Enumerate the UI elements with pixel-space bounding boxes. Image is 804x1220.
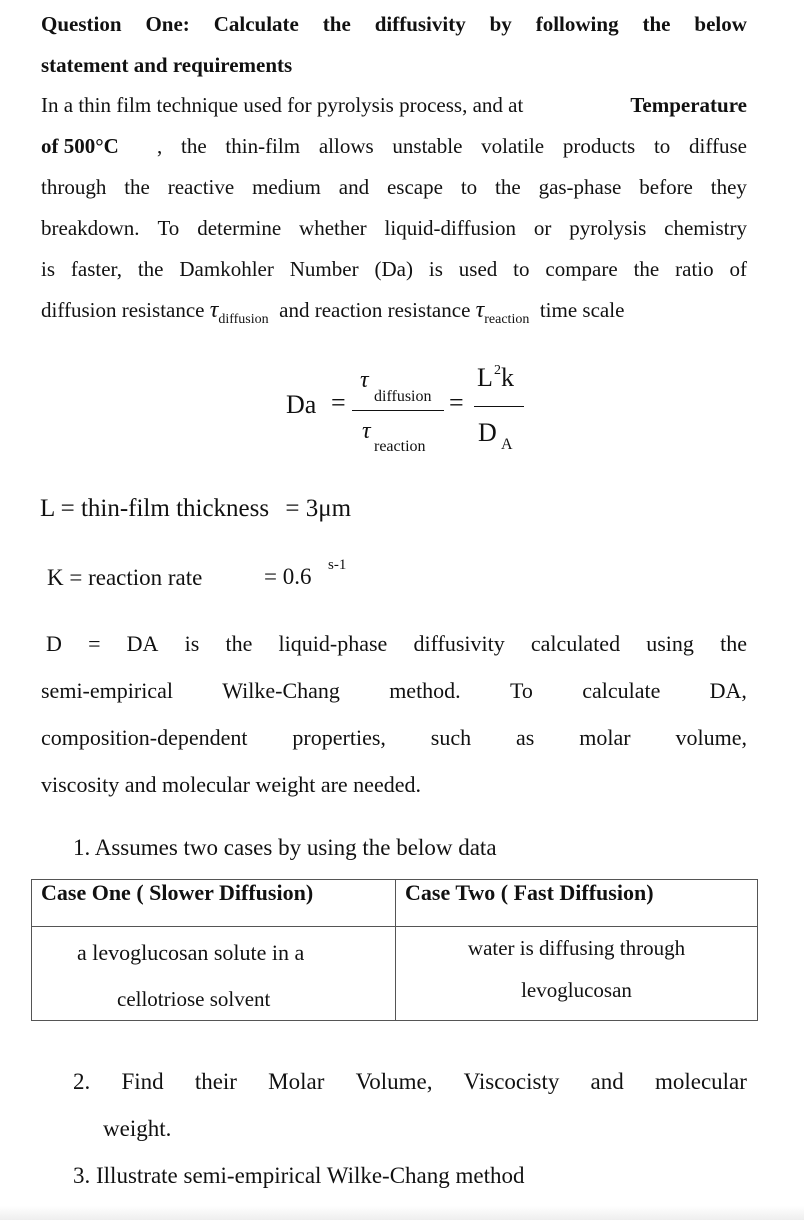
- formula-rhs-L: L: [477, 363, 493, 392]
- word: calculate: [582, 678, 661, 703]
- word: products: [562, 134, 636, 158]
- word: as: [516, 725, 535, 750]
- word: they: [710, 175, 747, 199]
- word: allows: [318, 134, 374, 158]
- formula-rhs-k: k: [501, 363, 514, 392]
- step-2-line1: [73, 1069, 747, 1095]
- page-bottom-shadow: [0, 1206, 804, 1220]
- step-1: 1. Assumes two cases by using the below data: [73, 835, 497, 860]
- word: unstable: [392, 134, 463, 158]
- formula-fraction-bar-2: [474, 406, 524, 407]
- case-one-line1: a levoglucosan solute in a: [77, 940, 305, 965]
- thickness-label: L = thin-film thickness: [40, 495, 270, 522]
- word: the: [642, 12, 671, 36]
- word: Volume,: [355, 1069, 433, 1094]
- word: chemistry: [664, 216, 747, 240]
- word: ,: [157, 134, 163, 158]
- step-2-line2: weight.: [103, 1116, 172, 1141]
- word: the: [124, 175, 150, 199]
- word: determine: [197, 216, 282, 240]
- case-two-cell: [396, 927, 758, 1021]
- formula-rhs-superscript: 2: [494, 363, 501, 378]
- word: pyrolysis: [569, 216, 647, 240]
- word: the: [181, 134, 207, 158]
- word: used: [458, 257, 498, 281]
- intro-line2: [41, 134, 747, 159]
- word: composition-dependent: [41, 725, 248, 750]
- word: and: [338, 175, 370, 199]
- case-one-cell: [32, 927, 396, 1021]
- word: the: [225, 631, 253, 656]
- word: and: [590, 1069, 624, 1094]
- word: gas-phase: [538, 175, 622, 199]
- word: ratio: [675, 257, 714, 281]
- word: Molar: [268, 1069, 325, 1094]
- word: the: [137, 257, 164, 281]
- word: Wilke-Chang: [222, 678, 340, 703]
- time-scale-text: time scale: [539, 298, 625, 322]
- param-reaction-rate: [47, 565, 202, 591]
- word: Question: [41, 12, 122, 36]
- word: diffusivity: [413, 631, 505, 656]
- diffusion-resistance-text: diffusion resistance: [41, 298, 205, 322]
- word: To: [509, 678, 533, 703]
- formula-equals-1: =: [331, 388, 346, 417]
- word: diffuse: [689, 134, 747, 158]
- word: To: [157, 216, 180, 240]
- word: compare: [545, 257, 618, 281]
- intro-temperature-value: of 500°C: [41, 134, 119, 158]
- reaction-rate-value: = 0.6: [264, 564, 312, 589]
- word: to: [513, 257, 530, 281]
- word: the: [633, 257, 660, 281]
- word: is: [184, 631, 200, 656]
- word: medium: [252, 175, 321, 199]
- word: by: [489, 12, 512, 36]
- word: faster,: [70, 257, 122, 281]
- word: is: [428, 257, 443, 281]
- word: semi-empirical: [41, 678, 173, 703]
- word: to: [653, 134, 671, 158]
- word: thin-film: [225, 134, 301, 158]
- word: (Da): [374, 257, 413, 281]
- word: is: [41, 257, 56, 281]
- word: breakdown.: [41, 216, 140, 240]
- word: Damkohler: [179, 257, 274, 281]
- word: such: [430, 725, 472, 750]
- word: escape: [386, 175, 443, 199]
- word: to: [460, 175, 478, 199]
- word: their: [194, 1069, 237, 1094]
- word: =: [88, 631, 101, 656]
- word: molecular: [654, 1069, 747, 1094]
- diffusivity-line4: viscosity and molecular weight are needed.: [41, 772, 421, 797]
- word: method.: [389, 678, 461, 703]
- formula-equals-2: =: [449, 388, 464, 417]
- diffusivity-line3: [41, 725, 747, 751]
- reaction-rate-unit: s-1: [328, 557, 347, 573]
- word: molar: [579, 725, 631, 750]
- case-two-line1: water is diffusing through: [467, 936, 686, 960]
- param-reaction-rate-value: [264, 564, 311, 590]
- word: through: [41, 175, 107, 199]
- word: the: [322, 12, 351, 36]
- formula-rhs-D: D: [478, 418, 497, 447]
- word: of: [729, 257, 747, 281]
- step-3: 3. Illustrate semi-empirical Wilke-Chang method: [73, 1163, 525, 1188]
- formula-rhs-subscript: A: [501, 436, 513, 453]
- word: One:: [145, 12, 190, 36]
- word: diffusivity: [374, 12, 466, 36]
- reaction-rate-label: K = reaction rate: [47, 565, 203, 590]
- header-case-two: Case Two ( Fast Diffusion): [396, 880, 758, 927]
- intro-line1: [41, 93, 747, 118]
- word: using: [646, 631, 694, 656]
- header-case-one: Case One ( Slower Diffusion): [32, 880, 396, 927]
- param-thickness: [40, 495, 351, 523]
- word: reactive: [167, 175, 235, 199]
- word: properties,: [292, 725, 386, 750]
- cases-table-header: [32, 880, 758, 927]
- intro-line1-text: In a thin film technique used for pyrolysis process, and at: [41, 93, 524, 117]
- tau-diffusion-symbol: τ: [209, 297, 219, 323]
- diffusivity-line1: [46, 631, 747, 657]
- word: whether: [299, 216, 367, 240]
- word: the: [720, 631, 747, 656]
- word: following: [535, 12, 619, 36]
- tau-reaction-subscript: reaction: [484, 312, 530, 327]
- intro-line5: [41, 257, 747, 282]
- word: below: [694, 12, 747, 36]
- word: Find: [121, 1069, 164, 1094]
- tau-reaction-symbol: τ: [475, 297, 485, 323]
- cases-table-row: [32, 927, 758, 1021]
- case-two-line2: levoglucosan: [521, 978, 632, 1002]
- word: Number: [289, 257, 359, 281]
- word: liquid-diffusion: [384, 216, 516, 240]
- word: Calculate: [213, 12, 299, 36]
- word: or: [533, 216, 552, 240]
- word: volume,: [675, 725, 747, 750]
- formula-num-subscript: diffusion: [374, 388, 432, 405]
- word: 2.: [73, 1069, 91, 1094]
- intro-line2-rest: [157, 134, 747, 159]
- formula-da: Da: [286, 390, 317, 419]
- word: calculated: [530, 631, 621, 656]
- formula-num-tau: τ: [360, 367, 369, 393]
- intro-line3: [41, 175, 747, 200]
- thickness-value: = 3μm: [285, 495, 352, 522]
- formula-den-subscript: reaction: [374, 438, 426, 455]
- word: DA,: [709, 678, 747, 703]
- word: liquid-phase: [278, 631, 388, 656]
- formula-den-tau: τ: [362, 418, 371, 444]
- word: Viscocisty: [463, 1069, 560, 1094]
- intro-line4: [41, 216, 747, 241]
- intro-line6: [41, 297, 624, 328]
- question-title-line2: statement and requirements: [41, 53, 293, 77]
- tau-diffusion-subscript: diffusion: [218, 312, 269, 327]
- word: D: [46, 631, 62, 656]
- question-title-line1: [41, 12, 747, 37]
- formula-fraction-bar-1: [352, 410, 444, 411]
- diffusivity-line2: [41, 678, 747, 704]
- reaction-resistance-text: and reaction resistance: [279, 298, 471, 322]
- cases-table: [31, 879, 758, 1021]
- word: volatile: [481, 134, 545, 158]
- intro-temperature-label: Temperature: [630, 93, 747, 117]
- word: before: [639, 175, 693, 199]
- word: DA: [126, 631, 159, 656]
- word: the: [495, 175, 521, 199]
- case-one-line2: cellotriose solvent: [117, 987, 271, 1011]
